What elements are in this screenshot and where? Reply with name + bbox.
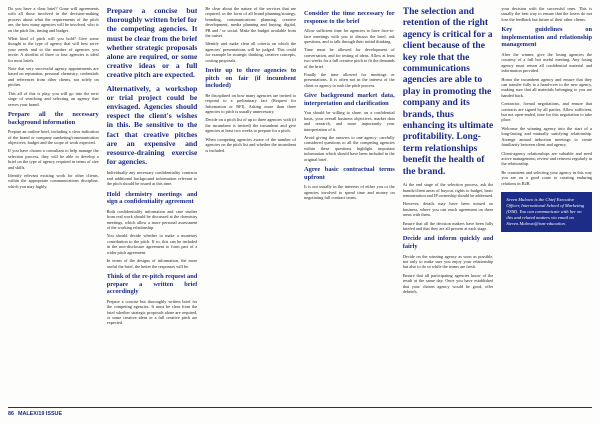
column-1: [8, 6, 99, 410]
paragraph: Both confidentiality information and case studies from real work should be discussed at the chemistry meetings, which allow a more personal assessment of the working relationship.: [106, 208, 198, 231]
section-heading: Decide and inform quickly and fairly: [402, 235, 494, 250]
section-heading: Hold chemistry meetings and sign a confidentiality agreement: [106, 190, 198, 206]
paragraph: In terms of the designs of information, the more useful the brief, the better the responses will be.: [106, 258, 198, 269]
paragraph: Ensure that all participating agencies know of the result at the same day. Once you have established that your chosen agency would be good, offer debriefs.: [402, 272, 494, 294]
paragraph: Finally the time allowed for meetings or presentations. It is often not in the interest of the client or agency to rush the pitch process.: [304, 72, 395, 88]
paragraph: Individually any necessary confidentiality contracts and additional background information relevant to the pitch should be issued at this time.: [106, 170, 198, 187]
paragraph: What kind of pitch will you hold? Give some thought to the type of agency that will best serve your needs and to the number of agencies you invite. A shortlist of three or four agencies is ideal for most briefs.: [8, 36, 99, 63]
paragraph: Ensure that all the decision makers have been fully briefed and that they are all present at each stage.: [402, 220, 494, 231]
paragraph: your decision with the successful ones. This is usually the best way to ensure that the losers do not lose the feedback but future of their other clients.: [501, 6, 593, 22]
paragraph: Contractor, formal negotiations, and ensure that contracts are signed by all parties. Allow sufficient, but not open-ended, time for this negotiation to take place.: [501, 101, 593, 123]
paragraph: Honor the incumbent agency and ensure that they can transfer fully to a hand-over to the new agency, making sure that all materials belonging to you are handed back.: [501, 76, 593, 98]
paragraph: Do you have a clear brief? Gone will agreements with all those involved in the decision-making process about what the requirements of the pitch are, the how many agencies will be involved, who is on the pitch list, timing and budget.: [8, 6, 99, 33]
paragraph: Decide on a pitch list of up to three agencies with (if the incumbent is invited) the incumbent and give agencies at least two weeks to prepare for a pitch.: [205, 117, 297, 134]
lead-paragraph: Prepare a concise but thoroughly written brief for the competing agencies. It must be clear from the brief whether strategic proposals alone are required, or some creative ideas or a full creative pitch are expected.: [106, 6, 198, 80]
article-columns: [8, 6, 592, 410]
page-number: 86: [8, 411, 14, 417]
paragraph: Prepare an outline brief, including a clear indication of the brand or company marketing/communication objectives, budget and the scope of work expected.: [8, 129, 99, 145]
paragraph: If you have chosen a consultant to help manage the selection process, they will be able to develop a brief on the type of agency required in terms of size and skills.: [8, 148, 99, 170]
paragraph: After the winner, give the losing agencies the courtesy of a full but useful meeting. Any losing agency must return all confidential material and information provided.: [501, 52, 593, 74]
column-2: [107, 6, 198, 410]
column-5: [403, 6, 494, 410]
paragraph: Be disciplined on how many agencies are invited to respond to a preliminary fact (Request for Information or RFI). Asking more than three agencies to pitch is usually unnecessary.: [205, 92, 297, 115]
paragraph: When competing agencies aware of the number of agencies on the pitch list and whether the incumbent is included.: [205, 136, 297, 153]
paragraph: Allow sufficient time for agencies to have face-to-face meetings with you to discuss the brief, ask questions, and to talk through their initial thinking.: [304, 28, 395, 44]
paragraph: You should be willing to share, on a confidential basis, your overall business objectives, market data and research, and more importantly your interpretation of it.: [304, 110, 395, 132]
paragraph: Avoid giving the answers to one agency: carefully considered questions to all the competing agencies within these questions highlight important information which should have been included in the original brief.: [304, 135, 395, 162]
paragraph: Time must be allowed for development of conversation, and for testing of ideas. Allow at least two weeks for a full creative pitch to fit the demands of the brief.: [304, 47, 395, 69]
paragraph: You should decide whether to make a monetary contribution to the pitch. If so, this can be included in the non-disclosure agreement to form part of a wider pitch agreement.: [106, 233, 198, 255]
paragraph: Identify relevant existing work for other clients, within the appropriate communications discipline, which you may highly.: [8, 172, 99, 189]
page-footer: [8, 407, 592, 420]
section-heading: Prepare all the necessary background information: [8, 110, 99, 126]
paragraph: Note that very successful agency appointments are based on reputation, personal chemistry, credentials and references from other clients, not solely on pitches.: [8, 66, 99, 88]
column-4: [304, 6, 395, 410]
column-3: [205, 6, 296, 410]
paragraph: Welcome the winning agency into the start of a long-lasting and mutually satisfying relationship. Arrange annual induction meetings to create familiarity between client and agency.: [501, 125, 593, 148]
section-heading: Give background market data, interpretation and clarification: [304, 92, 395, 107]
paragraph: At the end stage of the selection process, ask the brands/client areas of buyout, rights to budget, basic remuneration and IP ownership should be addressed.: [402, 182, 494, 198]
section-heading: Agree basic contractual terms upfront: [304, 166, 395, 181]
paragraph: Decide on the winning agency as soon as possible, not only to make sure you enjoy your relationship but also to do so while the teams are fresh.: [402, 253, 494, 270]
issue-label: MALEX/19 ISSUE: [18, 411, 63, 417]
paragraph: Be consistent and selecting your agency in this way you are on a good route to creating enduring relations in B2B.: [501, 169, 593, 186]
section-heading: Key guidelines on implementation and relationship management: [501, 26, 593, 49]
column-6: [501, 6, 592, 410]
lead-paragraph: Alternatively, a workshop or trial project could be envisaged. Agencies should respect the client's wishes in this. Be sensitive to the fact that creative pitches are an expensive and resource-draining exercise for agencies.: [106, 83, 198, 167]
section-heading: Consider the time necessary for response to the brief: [304, 10, 395, 25]
author-note-box: Seven Mulowo is the Chief Executive Officer, International School of Marketing (ISM). You can communicate with her on this and related matters via email on Steven.Mulowo@ism-education.: [501, 192, 592, 232]
paragraph: Prepare a concise but thoroughly written brief for the competing agencies. It must be clear from the brief whether strategic proposals alone are required, or some creative ideas or a full creative pitch are expected.: [106, 298, 198, 326]
paragraph: Identify and make clear all criteria on which the agencies' presentations will be judged. This could for example be strategic thinking, creative concepts, costing proposals.: [205, 41, 297, 63]
paragraph: However, details may have been missed on business, where you can reach agreement on these areas with them.: [402, 201, 494, 218]
section-heading: Think of the re-pitch request and prepare a written brief accordingly: [106, 272, 198, 296]
paragraph: Be clear about the nature of the services that are required, in the form of all brand planning/strategy, branding, communications planning, creative development, media planning and buying, digital, PR and / or social. Make the budget available from the outset.: [205, 6, 297, 39]
paragraph: It is not usually in the interests of either you or the agencies involved to spend time and money on negotiating full contract terms.: [304, 184, 395, 201]
section-heading: Invite up to three agencies to pitch on fair (if incumbent included): [205, 67, 297, 90]
pull-quote: The selection and retention of the right agency is critical for a client because of the key role that the communications agencies are able to play in promoting the company and its brands, thus enhancing its ultimate profitability. Long-term relationships benefit the health of the brand.: [402, 6, 494, 177]
paragraph: This all of this is play, you will go into the next stage of searching and selecting an agency that serves your brand.: [8, 90, 99, 107]
paragraph: Client-agency relationships are valuable and need active management; review and reinvest regularly in the relationship.: [501, 150, 593, 167]
